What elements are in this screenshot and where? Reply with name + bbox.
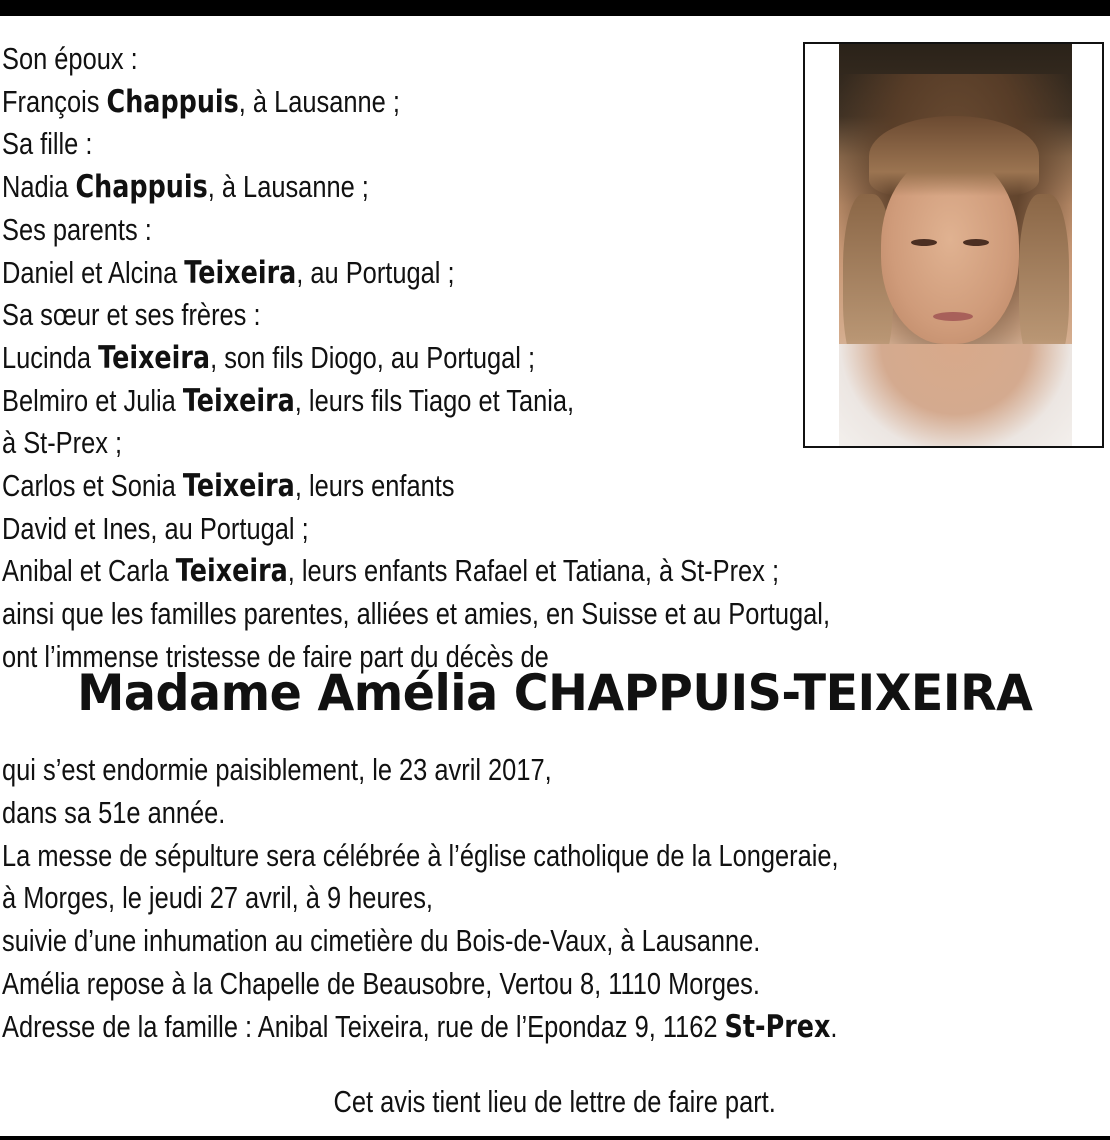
surname: Teixeira — [182, 468, 295, 505]
line-text: Son époux : — [2, 41, 138, 76]
line-text: Anibal et Carla — [2, 553, 176, 589]
detail-line — [2, 963, 1107, 1006]
surname: Teixeira — [182, 382, 295, 419]
portrait-bangs — [869, 116, 1039, 196]
detail-line — [2, 749, 1107, 792]
line-text: Belmiro et Julia — [2, 382, 183, 418]
line-text: . — [830, 1008, 838, 1044]
line-text: Lucinda — [2, 339, 99, 375]
family-line — [2, 593, 1107, 636]
closing-text: Cet avis tient lieu de lettre de faire part. — [333, 1084, 777, 1119]
line-text: , leurs enfants — [294, 468, 455, 504]
portrait-eye-left — [911, 239, 937, 246]
surname: Chappuis — [106, 83, 239, 120]
family-line — [2, 508, 1107, 551]
surname: Chappuis — [75, 169, 208, 206]
line-text: , leurs enfants Rafael et Tatiana, à St-Prex ; — [287, 553, 780, 589]
line-text: , leurs fils Tiago et Tania, — [294, 382, 575, 418]
line-text: Amélia repose à la Chapelle de Beausobre, Vertou 8, 1110 Morges. — [2, 965, 760, 1001]
deceased-name-heading — [0, 662, 1110, 724]
portrait-eye-right — [963, 239, 989, 246]
line-text: Nadia — [2, 169, 76, 205]
line-text: Daniel et Alcina — [2, 254, 185, 290]
family-line — [2, 550, 1107, 593]
line-text: François — [2, 83, 107, 119]
ceremony-details — [2, 749, 1107, 1049]
portrait-photo — [839, 44, 1072, 446]
detail-line — [2, 877, 1107, 920]
line-text: Sa sœur et ses frères : — [2, 297, 261, 333]
portrait-mouth — [933, 312, 973, 321]
detail-line — [2, 920, 1107, 963]
top-rule — [0, 0, 1110, 16]
deceased-name: Madame Amélia CHAPPUIS-TEIXEIRA — [77, 664, 1033, 722]
line-text: à Morges, le jeudi 27 avril, à 9 heures, — [2, 880, 433, 916]
line-text: , au Portugal ; — [296, 254, 455, 290]
detail-line — [2, 835, 1107, 878]
line-text: qui s’est endormie paisiblement, le 23 avril 2017, — [2, 752, 552, 787]
bottom-rule — [0, 1136, 1110, 1140]
family-line — [2, 465, 1107, 508]
line-text: , à Lausanne ; — [207, 169, 369, 205]
line-text: ainsi que les familles parentes, alliées et amies, en Suisse et au Portugal, — [2, 596, 831, 632]
line-text: David et Ines, au Portugal ; — [2, 510, 309, 546]
line-text: , à Lausanne ; — [238, 83, 400, 119]
detail-line — [2, 792, 1107, 835]
line-text: suivie d’une inhumation au cimetière du Bois-de-Vaux, à Lausanne. — [2, 923, 761, 959]
line-text: Sa fille : — [2, 126, 93, 162]
line-text: dans sa 51e année. — [2, 794, 226, 830]
surname: Teixeira — [184, 254, 297, 291]
bold-text: St-Prex — [724, 1008, 831, 1045]
detail-line — [2, 1006, 1107, 1049]
surname: Teixeira — [98, 339, 211, 376]
line-text: Adresse de la famille : Anibal Teixeira, rue de l’Epondaz 9, 1162 — [2, 1008, 725, 1044]
line-text: ont l’immense tristesse de faire part du décès de — [2, 638, 549, 674]
closing-note — [0, 1080, 1110, 1124]
portrait-frame — [803, 42, 1104, 448]
line-text: à St-Prex ; — [2, 425, 123, 461]
surname: Teixeira — [175, 553, 288, 590]
line-text: Ses parents : — [2, 211, 152, 247]
line-text: Carlos et Sonia — [2, 468, 183, 504]
portrait-shoulders — [839, 344, 1072, 446]
line-text: , son fils Diogo, au Portugal ; — [210, 339, 536, 375]
line-text: La messe de sépulture sera célébrée à l’église catholique de la Longeraie, — [2, 837, 839, 873]
